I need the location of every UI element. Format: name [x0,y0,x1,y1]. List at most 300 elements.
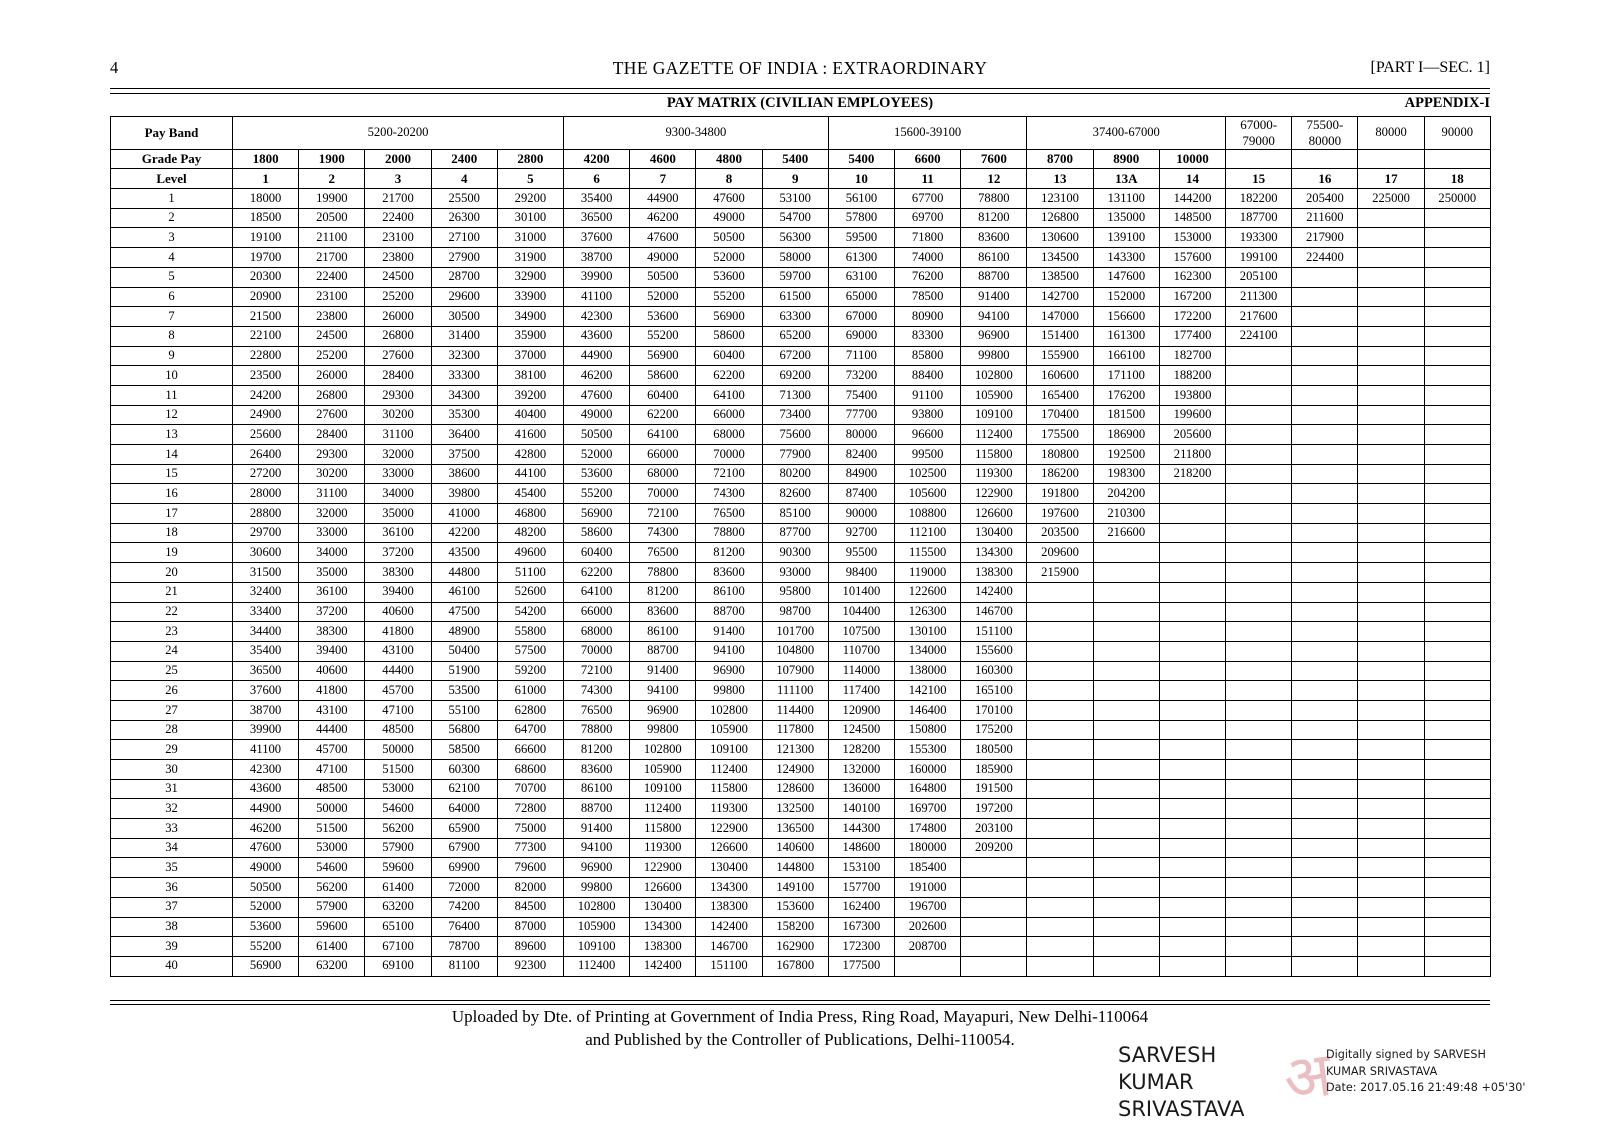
row-index-cell: 17 [111,504,233,524]
pay-cell: 93000 [762,563,828,583]
pay-cell: 108800 [895,504,961,524]
pay-cell-empty [1226,543,1292,563]
pay-cell-empty [1226,897,1292,917]
pay-cell: 119300 [630,838,696,858]
pay-cell: 171100 [1093,366,1159,386]
pay-cell: 21100 [299,228,365,248]
row-index-cell: 27 [111,700,233,720]
pay-cell: 43100 [299,700,365,720]
pay-cell: 38700 [564,248,630,268]
pay-cell: 78800 [630,563,696,583]
pay-cell: 146700 [696,937,762,957]
pay-cell: 76400 [431,917,497,937]
pay-cell: 40600 [365,602,431,622]
pay-cell-empty [1292,878,1358,898]
pay-cell: 57900 [299,897,365,917]
pay-cell: 64000 [431,799,497,819]
pay-cell-empty [1358,681,1424,701]
pay-cell: 32000 [365,445,431,465]
pay-cell-empty [1292,799,1358,819]
pay-cell-empty [1292,543,1358,563]
pay-cell: 134000 [895,641,961,661]
grade-pay-cell-empty [1424,149,1490,169]
pay-cell: 61400 [365,878,431,898]
pay-cell: 88400 [895,366,961,386]
pay-cell-empty [1226,878,1292,898]
pay-cell: 56100 [828,189,894,209]
pay-cell: 41100 [564,287,630,307]
pay-cell: 20300 [233,267,299,287]
pay-cell: 56200 [299,878,365,898]
pay-cell: 19700 [233,248,299,268]
pay-cell-empty [1292,700,1358,720]
pay-cell: 88700 [696,602,762,622]
pay-cell-empty [1159,740,1225,760]
pay-cell: 208700 [895,937,961,957]
row-index-cell: 26 [111,681,233,701]
pay-cell: 49000 [564,405,630,425]
pay-cell: 148600 [828,838,894,858]
pay-cell: 98400 [828,563,894,583]
pay-cell: 102800 [564,897,630,917]
pay-cell: 53000 [365,779,431,799]
row-index-cell: 29 [111,740,233,760]
pay-cell: 66000 [630,445,696,465]
pay-cell: 49000 [233,858,299,878]
pay-cell: 104800 [762,641,828,661]
pay-cell: 53600 [564,464,630,484]
pay-cell: 59200 [497,661,563,681]
pay-cell: 102800 [961,366,1027,386]
pay-cell-empty [1159,878,1225,898]
pay-cell: 134300 [630,917,696,937]
pay-cell: 37500 [431,445,497,465]
pay-cell: 56900 [233,956,299,976]
pay-cell: 96900 [696,661,762,681]
pay-cell-empty [1424,779,1490,799]
pay-cell: 33000 [299,523,365,543]
pay-cell: 80200 [762,464,828,484]
pay-cell-empty [1027,582,1093,602]
row-index-cell: 31 [111,779,233,799]
pay-cell-empty [1027,700,1093,720]
pay-cell: 87400 [828,484,894,504]
pay-cell-empty [1226,917,1292,937]
grade-pay-cell: 7600 [961,149,1027,169]
pay-cell: 67200 [762,346,828,366]
pay-cell-empty [1027,602,1093,622]
pay-cell: 94100 [696,641,762,661]
level-header-cell: 14 [1159,169,1225,189]
pay-cell-empty [1226,346,1292,366]
pay-cell: 66600 [497,740,563,760]
pay-cell: 57500 [497,641,563,661]
pay-cell: 67100 [365,937,431,957]
pay-cell-empty [1027,897,1093,917]
pay-cell-empty [1226,484,1292,504]
pay-cell: 131100 [1093,189,1159,209]
pay-cell: 132000 [828,760,894,780]
pay-cell-empty [1093,700,1159,720]
pay-cell-empty [1424,700,1490,720]
pay-cell: 119300 [961,464,1027,484]
pay-cell: 192500 [1093,445,1159,465]
pay-cell: 29200 [497,189,563,209]
level-header-cell: 8 [696,169,762,189]
pay-cell-empty [1424,504,1490,524]
pay-cell-empty [1358,307,1424,327]
row-index-cell: 35 [111,858,233,878]
pay-cell-empty [1027,917,1093,937]
pay-cell: 148500 [1159,208,1225,228]
pay-cell-empty [1424,208,1490,228]
row-index-cell: 21 [111,582,233,602]
pay-cell: 101400 [828,582,894,602]
pay-cell: 181500 [1093,405,1159,425]
table-row [111,661,1491,681]
pay-cell: 31100 [365,425,431,445]
pay-cell-empty [1226,779,1292,799]
pay-cell: 158200 [762,917,828,937]
pay-cell: 155300 [895,740,961,760]
pay-cell: 83600 [961,228,1027,248]
level-header-cell: 6 [564,169,630,189]
table-row [111,543,1491,563]
pay-cell: 40600 [299,661,365,681]
pay-cell-empty [1093,740,1159,760]
pay-cell: 45700 [365,681,431,701]
pay-cell-empty [1424,681,1490,701]
pay-cell-empty [1424,622,1490,642]
pay-cell: 65200 [762,326,828,346]
pay-cell: 92300 [497,956,563,976]
pay-cell-empty [1358,799,1424,819]
pay-cell: 35400 [564,189,630,209]
pay-cell-empty [1424,326,1490,346]
pay-cell: 58600 [564,523,630,543]
pay-cell: 43600 [564,326,630,346]
pay-cell-empty [1358,917,1424,937]
pay-cell-empty [1159,563,1225,583]
pay-cell: 29600 [431,287,497,307]
pay-cell: 115500 [895,543,961,563]
pay-cell: 35900 [497,326,563,346]
pay-cell: 72100 [630,504,696,524]
pay-cell: 69100 [365,956,431,976]
pay-cell: 83300 [895,326,961,346]
pay-cell: 167300 [828,917,894,937]
pay-cell-empty [1027,858,1093,878]
pay-cell: 142700 [1027,287,1093,307]
pay-cell: 34000 [365,484,431,504]
pay-cell: 83600 [564,760,630,780]
pay-cell: 98700 [762,602,828,622]
pay-cell: 172200 [1159,307,1225,327]
pay-cell: 31100 [299,484,365,504]
pay-cell-empty [1292,897,1358,917]
pay-cell-empty [1292,838,1358,858]
pay-cell: 53100 [762,189,828,209]
pay-cell-empty [1226,799,1292,819]
pay-cell: 30500 [431,307,497,327]
pay-cell: 52000 [630,287,696,307]
pay-cell: 49000 [630,248,696,268]
pay-cell: 109100 [961,405,1027,425]
pay-band-cell: 75500- 80000 [1292,117,1358,150]
level-header-cell: 10 [828,169,894,189]
footer-rule [110,1000,1490,1005]
pay-cell-empty [1424,799,1490,819]
pay-cell: 39200 [497,385,563,405]
pay-cell: 96900 [630,700,696,720]
grade-pay-cell: 6600 [895,149,961,169]
pay-cell-empty [1226,937,1292,957]
pay-cell-empty [1424,464,1490,484]
pay-cell-empty [1358,819,1424,839]
table-row [111,445,1491,465]
pay-cell: 72000 [431,878,497,898]
table-row [111,819,1491,839]
pay-cell-empty [1358,385,1424,405]
pay-cell: 26300 [431,208,497,228]
pay-cell: 39900 [564,267,630,287]
pay-cell: 69700 [895,208,961,228]
pay-cell: 91400 [961,287,1027,307]
pay-cell: 81100 [431,956,497,976]
pay-cell: 26800 [365,326,431,346]
pay-cell-empty [1424,838,1490,858]
pay-cell: 20500 [299,208,365,228]
running-head [110,58,1490,86]
pay-cell: 18000 [233,189,299,209]
pay-cell: 38300 [365,563,431,583]
pay-cell-empty [1226,956,1292,976]
pay-cell: 70000 [564,641,630,661]
table-row [111,484,1491,504]
pay-cell-empty [1358,405,1424,425]
pay-cell: 59600 [365,858,431,878]
table-row [111,740,1491,760]
pay-cell: 68000 [630,464,696,484]
pay-cell: 77300 [497,838,563,858]
pay-cell-empty [1424,346,1490,366]
pay-cell-empty [1093,897,1159,917]
table-caption [110,95,1490,115]
level-header-cell: 15 [1226,169,1292,189]
row-index-cell: 23 [111,622,233,642]
pay-cell-empty [1292,819,1358,839]
pay-cell: 44100 [497,464,563,484]
pay-cell-empty [1424,602,1490,622]
pay-band-cell: 80000 [1358,117,1424,150]
pay-cell: 53600 [696,267,762,287]
grade-pay-cell: 1800 [233,149,299,169]
pay-cell: 52600 [497,582,563,602]
pay-cell: 120900 [828,700,894,720]
pay-cell: 74000 [895,248,961,268]
pay-cell-empty [1424,228,1490,248]
pay-cell-empty [1093,937,1159,957]
pay-cell: 142400 [630,956,696,976]
pay-cell: 73200 [828,366,894,386]
pay-cell: 25200 [365,287,431,307]
pay-cell-empty [1358,228,1424,248]
pay-cell-empty [1093,563,1159,583]
pay-cell: 76500 [696,504,762,524]
pay-cell: 102500 [895,464,961,484]
pay-cell: 58000 [762,248,828,268]
pay-cell: 38600 [431,464,497,484]
pay-cell-empty [1292,287,1358,307]
pay-cell-empty [1027,819,1093,839]
pay-cell: 49000 [696,208,762,228]
pay-cell: 47100 [299,760,365,780]
pay-cell: 138500 [1027,267,1093,287]
table-row [111,622,1491,642]
pay-cell: 112400 [961,425,1027,445]
pay-cell: 36100 [365,523,431,543]
pay-cell: 91100 [895,385,961,405]
row-index-cell: 32 [111,799,233,819]
pay-cell: 218200 [1159,464,1225,484]
pay-cell-empty [1093,799,1159,819]
pay-cell-empty [1292,740,1358,760]
pay-cell-empty [1093,779,1159,799]
table-row [111,425,1491,445]
table-row [111,700,1491,720]
signature-flourish-icon: अ [1279,1036,1337,1116]
pay-cell: 56300 [762,228,828,248]
pay-cell-empty [1093,602,1159,622]
pay-cell-empty [1424,760,1490,780]
pay-cell-empty [1358,366,1424,386]
pay-cell: 88700 [564,799,630,819]
pay-cell: 33300 [431,366,497,386]
pay-cell: 43500 [431,543,497,563]
pay-cell: 105900 [630,760,696,780]
pay-cell: 32000 [299,504,365,524]
pay-cell: 176200 [1093,385,1159,405]
pay-cell: 24500 [299,326,365,346]
pay-cell: 115800 [696,779,762,799]
pay-band-cell: 15600-39100 [828,117,1027,150]
pay-cell-empty [1027,838,1093,858]
table-row [111,228,1491,248]
level-header-cell: 18 [1424,169,1490,189]
pay-cell: 59700 [762,267,828,287]
pay-cell: 112100 [895,523,961,543]
pay-cell: 160000 [895,760,961,780]
pay-matrix-title: PAY MATRIX (CIVILIAN EMPLOYEES) [666,95,934,111]
pay-cell: 44400 [299,720,365,740]
pay-cell-empty [1226,700,1292,720]
pay-cell-empty [1292,326,1358,346]
pay-cell-empty [1358,326,1424,346]
pay-cell-empty [1358,779,1424,799]
pay-cell: 211800 [1159,445,1225,465]
pay-cell: 22100 [233,326,299,346]
pay-cell: 130400 [961,523,1027,543]
table-row [111,523,1491,543]
pay-cell: 142400 [696,917,762,937]
level-header-cell: 16 [1292,169,1358,189]
pay-cell: 51100 [497,563,563,583]
pay-cell-empty [1027,779,1093,799]
table-row [111,189,1491,209]
pay-cell: 160600 [1027,366,1093,386]
pay-cell: 26800 [299,385,365,405]
pay-cell: 45700 [299,740,365,760]
pay-cell-empty [1358,582,1424,602]
pay-cell-empty [1159,760,1225,780]
pay-cell-empty [1292,445,1358,465]
pay-cell: 51500 [365,760,431,780]
pay-cell: 33400 [233,602,299,622]
pay-cell: 122900 [961,484,1027,504]
pay-cell-empty [1159,937,1225,957]
pay-matrix-table [110,116,1491,977]
pay-cell: 186900 [1093,425,1159,445]
footer-line-2: and Published by the Controller of Publications, Delhi-110054. [585,1029,1015,1049]
pay-cell: 153000 [1159,228,1225,248]
pay-cell: 48200 [497,523,563,543]
appendix-label: APPENDIX-I [1404,95,1490,111]
pay-cell: 65100 [365,917,431,937]
pay-cell: 75000 [497,819,563,839]
pay-cell: 47600 [696,189,762,209]
pay-cell: 180500 [961,740,1027,760]
pay-cell: 88700 [630,641,696,661]
pay-cell: 72800 [497,799,563,819]
pay-cell-empty [1424,484,1490,504]
pay-cell: 210300 [1093,504,1159,524]
level-header-cell: 2 [299,169,365,189]
header-row-grade-pay [111,149,1491,169]
pay-cell: 105900 [564,917,630,937]
pay-cell: 117800 [762,720,828,740]
pay-cell-empty [1226,838,1292,858]
row-index-cell: 9 [111,346,233,366]
pay-cell-empty [1093,582,1159,602]
pay-cell: 18500 [233,208,299,228]
pay-cell: 68000 [564,622,630,642]
pay-cell-empty [1292,681,1358,701]
pay-cell: 42300 [564,307,630,327]
pay-cell: 78500 [895,287,961,307]
pay-cell: 126800 [1027,208,1093,228]
table-row [111,504,1491,524]
pay-cell-empty [1424,740,1490,760]
pay-cell: 47500 [431,602,497,622]
pay-cell: 126600 [961,504,1027,524]
pay-cell: 205400 [1292,189,1358,209]
pay-cell: 136500 [762,819,828,839]
pay-cell: 61500 [762,287,828,307]
pay-cell: 150800 [895,720,961,740]
pay-cell: 105600 [895,484,961,504]
pay-cell: 36500 [233,661,299,681]
pay-cell: 67700 [895,189,961,209]
pay-cell: 81200 [564,740,630,760]
pay-cell-empty [1292,956,1358,976]
pay-cell: 58600 [696,326,762,346]
pay-cell: 177400 [1159,326,1225,346]
pay-cell: 43100 [365,641,431,661]
grade-pay-cell: 5400 [828,149,894,169]
pay-cell-empty [1358,464,1424,484]
pay-cell-empty [1292,937,1358,957]
pay-cell: 188200 [1159,366,1225,386]
